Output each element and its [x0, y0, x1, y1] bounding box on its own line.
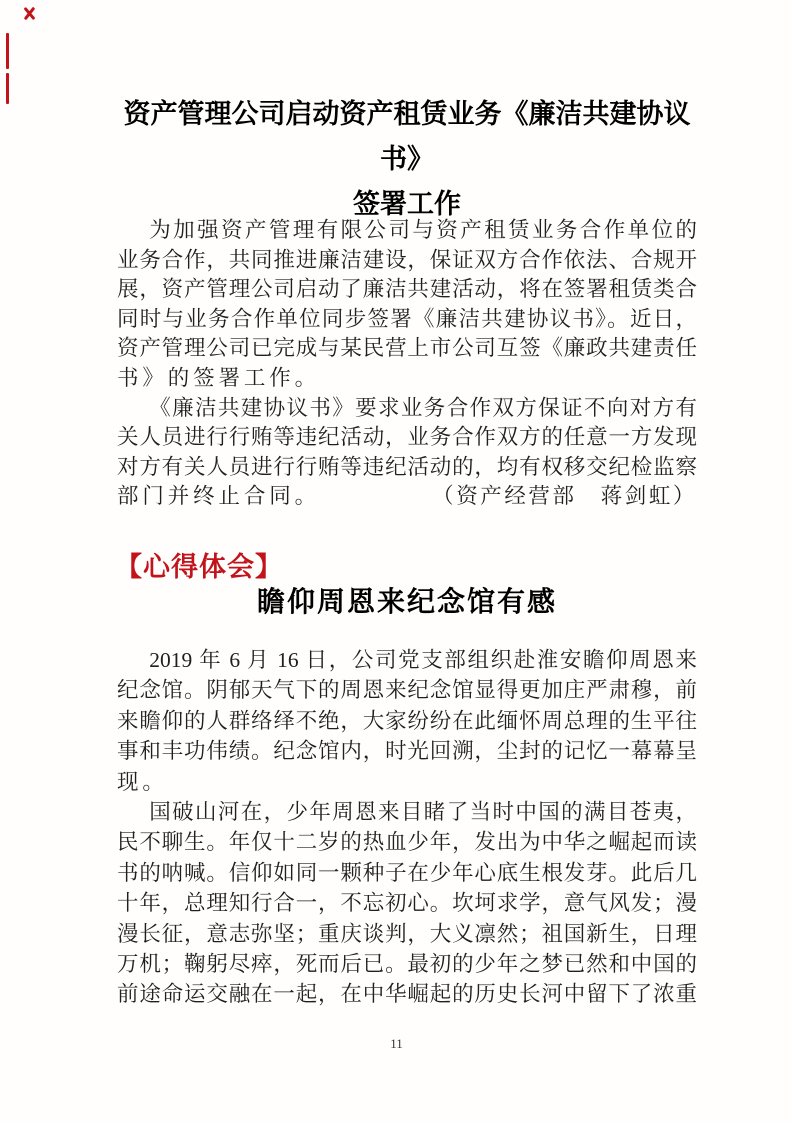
article1-title-line2: 签署工作: [353, 189, 461, 219]
body-line: 现。: [117, 769, 168, 794]
body-line: 漫长征，意志弥坚；重庆谈判，大义凛然；祖国新生，日理: [117, 921, 697, 946]
body-line: 展，资产管理公司启动了廉洁共建活动，将在签署租赁类合: [117, 277, 697, 302]
body-line: 书的呐喊。信仰如同一颗种子在少年心底生根发芽。此后几: [117, 860, 697, 885]
article1-title: [107, 92, 707, 227]
body-line: 事和丰功伟绩。纪念馆内，时光回溯，尘封的记忆一幕幕呈: [117, 739, 697, 764]
section-header: 【心得体会】: [115, 552, 283, 582]
article2-body: [117, 645, 697, 1010]
article1-body: [117, 216, 697, 512]
article1-signature: （资产经营部 蒋剑虹）: [432, 484, 697, 509]
body-line: 关人员进行行贿等违纪活动，业务合作双方的任意一方发现: [117, 425, 697, 450]
body-line-end: 部门并终止合同。: [117, 484, 320, 509]
article1-title-line1: 资产管理公司启动资产租赁业务《廉洁共建协议书》: [123, 99, 691, 174]
body-line: 民不聊生。年仅十二岁的热血少年，发出为中华之崛起而读: [117, 830, 697, 855]
body-line-with-signature: [117, 482, 697, 512]
page-number: 11: [390, 1036, 403, 1051]
body-line: 《廉洁共建协议书》要求业务合作双方保证不向对方有: [149, 395, 697, 420]
article2-title: 瞻仰周恩来纪念馆有感: [256, 587, 557, 618]
body-line: 来瞻仰的人群络绎不绝，大家纷纷在此缅怀周总理的生平往: [117, 708, 697, 733]
body-line: 资产管理公司已完成与某民营上市公司互签《廉政共建责任: [117, 336, 697, 361]
body-line: 纪念馆。阴郁天气下的周恩来纪念馆显得更加庄严肃穆，前: [117, 678, 697, 703]
body-line: 为加强资产管理有限公司与资产租赁业务合作单位的: [149, 218, 697, 242]
red-border-fragment: [6, 73, 9, 104]
body-line: 业务合作，共同推进廉洁建设，保证双方合作依法、合规开: [117, 247, 697, 272]
body-line: 2019 年 6 月 16 日，公司党支部组织赴淮安瞻仰周恩来: [149, 648, 697, 672]
body-line: 对方有关人员进行行贿等违纪活动的，均有权移交纪检监察: [117, 454, 697, 479]
body-line: 前途命运交融在一起，在中华崛起的历史长河中留下了浓重: [117, 982, 697, 1007]
body-line: 万机；鞠躬尽瘁，死而后已。最初的少年之梦已然和中国的: [117, 952, 697, 977]
body-line: 国破山河在，少年周恩来目睹了当时中国的满目苍夷，: [149, 800, 697, 825]
red-corner-mark-icon: [18, 5, 42, 22]
red-border-fragment: [6, 33, 9, 69]
body-line: 书》的签署工作。: [117, 365, 320, 390]
body-line: 十年，总理知行合一，不忘初心。坎坷求学，意气风发；漫: [117, 891, 697, 916]
body-line: 同时与业务合作单位同步签署《廉洁共建协议书》。近日，: [117, 306, 697, 331]
